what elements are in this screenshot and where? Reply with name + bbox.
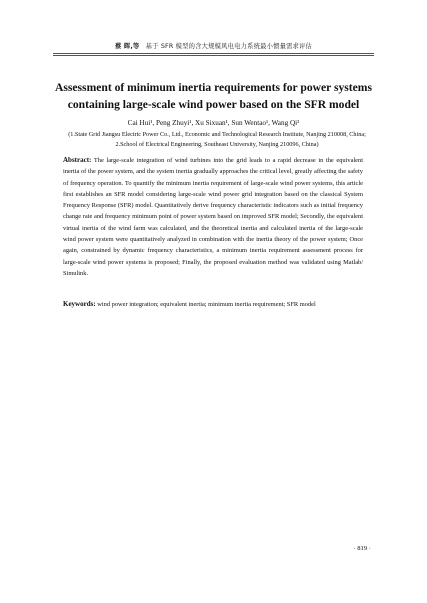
header-authors: 蔡 晖,等 — [114, 43, 140, 50]
header-rule-top — [53, 53, 374, 54]
page-number: · 819 · — [353, 545, 371, 552]
keywords-label: Keywords: — [63, 300, 96, 308]
affiliations: (1.State Grid Jiangsu Electric Power Co., Ltd., Economic and Technological Research Institute, Nanjing 210008, China; 2.School of Electrical Engineering, Southeast University, Nanjing 210096, China) — [68, 131, 366, 148]
header-running-title: 基于 SFR 模型的含大规模风电电力系统最小惯量需求评估 — [145, 43, 313, 50]
paper-title: Assessment of minimum inertia requirements for power systems containing large-scale wind power based on the SFR model — [55, 81, 372, 111]
abstract-text: The large-scale integration of wind turbines into the grid leads to a rapid decrease in the equivalent inertia of the power system, and the system inertia gradually approaches the critical level, greatly affecting the safety of frequency operation. To quantify the minimum inertia requirement of large-scale wind power systems, this article first establishes an SFR model considering large-scale wind power grid integration based on the classical System Frequency Response (SFR) model. Quantitatively derive frequency characteristic indicators such as initial frequency change rate and frequency minimum point of power system based on improved SFR model; Secondly, the equivalent virtual inertia of the wind farm was calculated, and the theoretical inertia and calculated inertia of the large-scale wind power system were quantitatively analyzed in combination with the inertia theory of the power system; Once again, constrained by dynamic frequency characteristics, a minimum inertia requirement assessment process for large-scale wind power systems is proposed; Finally, the proposed evaluation method was validated using Matlab/ Simulink. — [63, 157, 363, 277]
header-rule-bottom — [53, 55, 374, 56]
keywords-text: wind power integration; equivalent inertia; minimum inertia requirement; SFR model — [95, 301, 316, 308]
author-list: Cai Hui¹, Peng Zhuyi¹, Xu Sixuan¹, Sun Wentao¹, Wang Qi² — [127, 119, 300, 127]
abstract — [63, 155, 363, 279]
keywords — [63, 299, 363, 310]
abstract-label: Abstract: — [63, 156, 92, 164]
running-header — [0, 41, 427, 50]
